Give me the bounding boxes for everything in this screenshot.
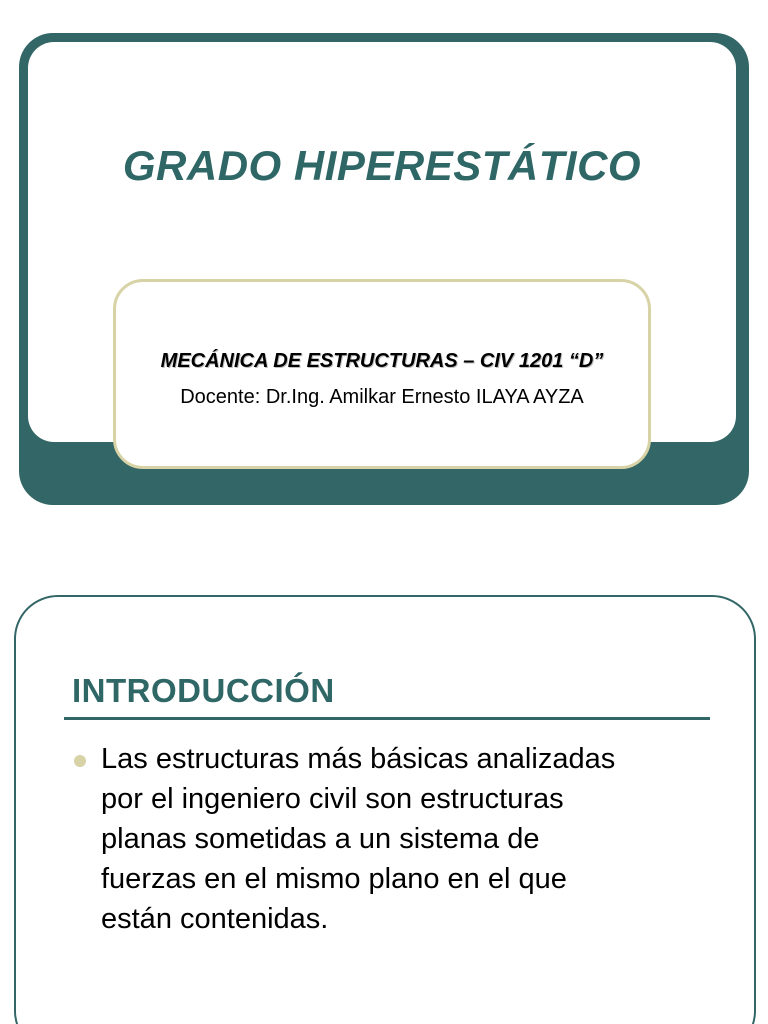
bullet-line: están contenidas. [101, 903, 329, 935]
course-name: MECÁNICA DE ESTRUCTURAS – CIV 1201 “D” [160, 350, 604, 372]
teacher-name: Docente: Dr.Ing. Amilkar Ernesto ILAYA AYZA [180, 386, 584, 408]
bullet-paragraph [101, 739, 711, 939]
bullet-line: planas sometidas a un sistema de [101, 823, 540, 855]
bullet-line: Las estructuras más básicas analizadas [101, 743, 616, 775]
heading-divider [64, 717, 710, 720]
slide-title: GRADO HIPERESTÁTICO [122, 142, 642, 189]
subtitle-box [113, 279, 651, 469]
bullet-line: fuerzas en el mismo plano en el que [101, 863, 567, 895]
section-heading: INTRODUCCIÓN [72, 672, 335, 709]
bullet-line: por el ingeniero civil son estructuras [101, 783, 564, 815]
bullet-dot-icon [74, 755, 86, 767]
